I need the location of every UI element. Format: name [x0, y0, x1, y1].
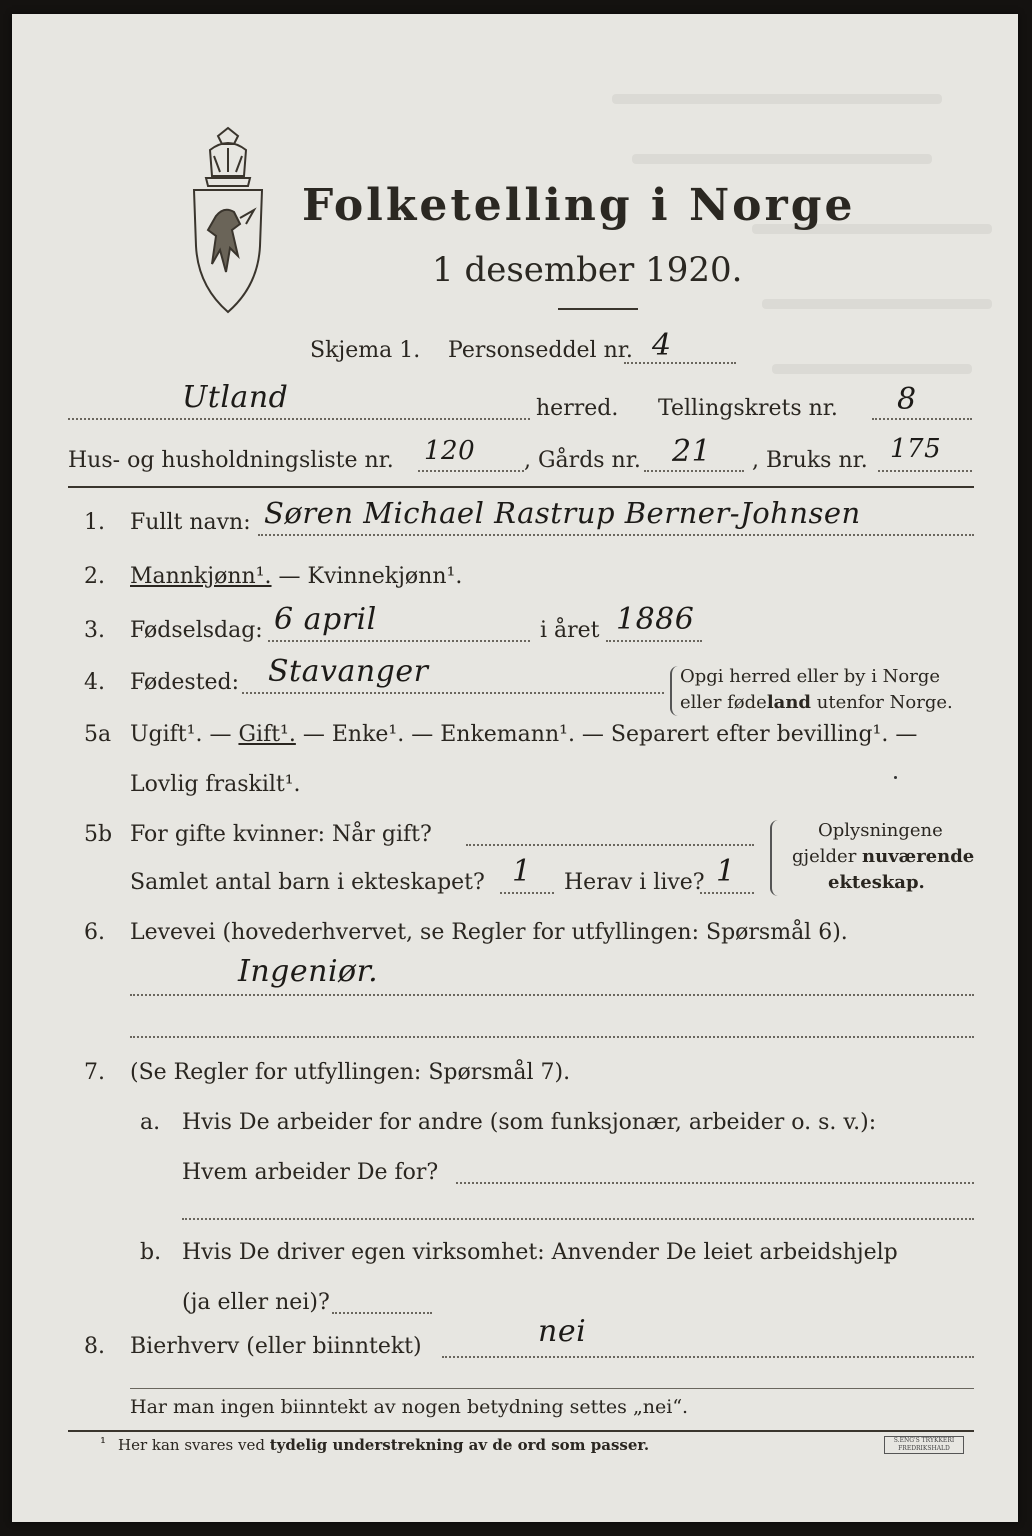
q7a-label: Hvis De arbeider for andre (som funksjonær, arbeider o. s. v.): — [182, 1110, 877, 1135]
bleed-through-mark — [762, 299, 992, 309]
dotted-line — [418, 470, 524, 472]
q7b-answer-field[interactable] — [332, 1312, 432, 1314]
q8-note: Har man ingen biinntekt av nogen betydning settes „nei“. — [130, 1396, 689, 1418]
bleed-through-mark — [612, 94, 942, 104]
q7a-letter: a. — [140, 1110, 161, 1135]
dotted-line — [442, 1356, 974, 1358]
q5a-ugift-option[interactable]: Ugift¹. — — [130, 722, 239, 747]
q1-number: 1. — [84, 510, 105, 535]
q5a-other-options[interactable]: — Enke¹. — Enkemann¹. — Separert efter bevilling¹. — — [295, 722, 918, 747]
gards-label: , Gårds nr. — [524, 448, 641, 473]
form-date: 1 desember 1920. — [432, 250, 743, 290]
dotted-line — [182, 1218, 974, 1220]
q2-number: 2. — [84, 564, 105, 589]
schema-label: Skjema 1. — [310, 338, 421, 363]
q5b-alive-value[interactable]: 1 — [716, 854, 736, 889]
husliste-value[interactable]: 120 — [424, 436, 476, 466]
q5b-number: 5b — [84, 822, 113, 847]
q3-year-value[interactable]: 1886 — [616, 602, 695, 637]
q1-fullname-value[interactable]: Søren Michael Rastrup Berner-Johnsen — [264, 496, 861, 530]
q2-male-option[interactable]: Mannkjønn¹. — [130, 564, 272, 589]
dotted-line — [878, 470, 972, 472]
q4-number: 4. — [84, 670, 105, 695]
q6-label: Levevei (hovederhvervet, se Regler for utfyllingen: Spørsmål 6). — [130, 920, 848, 945]
bleed-through-mark — [772, 364, 972, 374]
q5b-note-line3: ekteskap. — [828, 872, 925, 893]
q5b-note-line1: Oplysningene — [818, 820, 943, 841]
dotted-line — [500, 892, 554, 894]
q6-number: 6. — [84, 920, 105, 945]
q8-label: Bierhverv (eller biinntekt) — [130, 1334, 422, 1359]
q7a-employer-label: Hvem arbeider De for? — [182, 1160, 439, 1185]
footnote-mark: ¹ — [100, 1434, 107, 1452]
q5b-children-label: Samlet antal barn i ekteskapet? — [130, 870, 485, 895]
dotted-line — [606, 640, 702, 642]
q8-number: 8. — [84, 1334, 105, 1359]
section-divider — [68, 486, 974, 488]
personseddel-value[interactable]: 4 — [652, 328, 672, 363]
brace — [770, 820, 778, 896]
q4-birthplace-value[interactable]: Stavanger — [268, 654, 429, 689]
dotted-line — [268, 640, 530, 642]
q3-label: Fødselsdag: — [130, 618, 263, 643]
q4-note-line2: eller fødeland utenfor Norge. — [680, 692, 953, 713]
coat-of-arms-icon — [180, 126, 276, 326]
q5a-number: 5a — [84, 722, 112, 747]
footnote-text: Her kan svares ved tydelig understrekning av de ord som passer. — [118, 1436, 650, 1454]
dotted-line — [258, 534, 974, 536]
dotted-line — [242, 692, 664, 694]
herred-value[interactable]: Utland — [182, 380, 289, 415]
printer-stamp: S.ENG'S TRYKKERI FREDRIKSHALD — [884, 1436, 964, 1454]
q7-number: 7. — [84, 1060, 105, 1085]
herred-label: herred. — [536, 396, 619, 421]
dotted-line — [700, 892, 754, 894]
dotted-line — [130, 994, 974, 996]
q3-birthday-value[interactable]: 6 april — [274, 602, 377, 637]
dotted-line — [624, 362, 736, 364]
note-divider — [130, 1388, 974, 1389]
q7b-letter: b. — [140, 1240, 162, 1265]
dotted-line — [872, 418, 972, 420]
tellingskrets-value[interactable]: 8 — [897, 382, 917, 417]
q5b-note-line2: gjelder nuværende — [792, 846, 975, 867]
q8-value[interactable]: nei — [538, 1314, 587, 1349]
q1-label: Fullt navn: — [130, 510, 251, 535]
footnote-divider — [68, 1430, 974, 1432]
q6-occupation-value[interactable]: Ingeniør. — [238, 954, 379, 989]
q5a-fraskilt-option[interactable]: Lovlig fraskilt¹. — [130, 772, 301, 797]
brace — [670, 666, 678, 716]
dotted-line — [68, 418, 530, 420]
gards-value[interactable]: 21 — [672, 434, 712, 469]
q5a-gift-option[interactable]: Gift¹. — [238, 722, 296, 747]
bruks-label: , Bruks nr. — [752, 448, 868, 473]
dotted-line — [644, 470, 744, 472]
q5b-label: For gifte kvinner: Når gift? — [130, 822, 432, 847]
husliste-label: Hus- og husholdningsliste nr. — [68, 448, 394, 473]
q4-label: Fødested: — [130, 670, 240, 695]
q5b-children-value[interactable]: 1 — [512, 854, 532, 889]
q5b-alive-label: Herav i live? — [564, 870, 705, 895]
q2-female-option[interactable]: — Kvinnekjønn¹. — [271, 564, 463, 589]
tellingskrets-label: Tellingskrets nr. — [658, 396, 838, 421]
bleed-through-mark — [632, 154, 932, 164]
dotted-line — [466, 844, 754, 846]
personseddel-label: Personseddel nr. — [448, 338, 633, 363]
bruks-value[interactable]: 175 — [890, 434, 942, 464]
ink-dot — [894, 776, 897, 779]
q4-note-line1: Opgi herred eller by i Norge — [680, 666, 941, 687]
q7b-answer-label: (ja eller nei)? — [182, 1290, 330, 1315]
dotted-line — [130, 1036, 974, 1038]
q3-year-label: i året — [540, 618, 600, 643]
q3-number: 3. — [84, 618, 105, 643]
title-divider — [558, 308, 638, 310]
q5a-options — [130, 722, 917, 748]
q7a-employer-field[interactable] — [456, 1182, 974, 1184]
q7b-label: Hvis De driver egen virksomhet: Anvender De leiet arbeidshjelp — [182, 1240, 898, 1265]
q2-options — [130, 564, 462, 590]
form-title: Folketelling i Norge — [302, 180, 856, 231]
census-form-sheet — [12, 14, 1018, 1522]
q7-label: (Se Regler for utfyllingen: Spørsmål 7). — [130, 1060, 571, 1085]
